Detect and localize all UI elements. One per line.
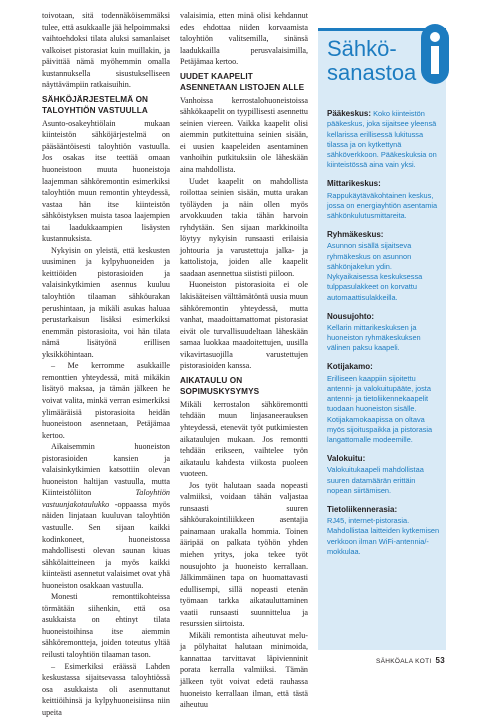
term-name: Valokuitu:: [327, 454, 366, 464]
section-heading: UUDET KAAPELIT ASENNETAAN LISTOJEN ALLE: [180, 71, 305, 93]
paragraph: [42, 441, 170, 591]
glossary-title-line-1: Sähkö-: [327, 36, 397, 61]
paragraph: Monesti remonttikohteissa törmätään siihenkin, että osa asukkaista on ehtinyt tilata huoneistoihinsa itse aiemmin sähköremontteja, joiden toteutus yltää reilusti taloyhtiön tilaaman tason.: [42, 592, 170, 659]
glossary-term: [327, 230, 440, 303]
glossary-term: [327, 454, 440, 496]
term-definition: Erilliseen kaappiin sijoitettu antenni- ja valokuitupääte, josta antenni- ja tietoliikennekaapelit tuodaan huoneiston sisälle. Kotijakamokaapissa on oltava myös sijoituspaikka ja pistorasia langattomalle modeemille.: [327, 373, 433, 445]
term-name: Pääkeskus:: [327, 109, 372, 118]
paragraph: valaisimia, etten minä olisi kehdannut edes ehdottaa niiden korvaamista taloyhtiön valitsemilla, sinänsä laadukkailla perusvalaisimilla, Petäjämaa kertoo.: [180, 11, 308, 67]
term-definition: Koko kiinteistön pääkeskus, joka sijaitsee yleensä kellarissa erillisessä lukitussa tilassa ja on kytkettynä sähköverkkoon. Pääkeskuksia on kiinteistössä aina vain yksi.: [327, 109, 437, 170]
magazine-name: SÄHKÖALA KOTI: [375, 658, 432, 665]
term-name: Mittarikeskus:: [327, 179, 381, 189]
term-definition: Rappukäytäväkohtainen keskus, jossa on energiayhtiön asentamia sähkönkulutusmittareita.: [327, 190, 438, 221]
term-name: Nousujohto:: [327, 311, 375, 321]
paragraph: Huoneiston pistorasioita ei ole lakisääteisen välttämätöntä uusia muun sähköremontin yhteydessä, mutta vanhat, maadoittamattomat pistorasiat eivät ole turvallisuudeltaan läheskään samaa luokkaa maadoitettujen, uusilla vikavirtasuojilla varustettujen pistorasioiden kanssa.: [180, 280, 308, 371]
glossary-term: [327, 362, 440, 445]
term-definition: Valokuitukaapeli mahdollistaa suuren datamäärän erittäin nopean siirtämisen.: [327, 465, 424, 495]
paragraph: Mikäli kerrostalon sähköremontti tehdään muun linjasaneerauksen yhteydessä, etenevät työt putkimiesten aikataulujen mukaan. Jos remontti tehdään erikseen, vaihtelee työn aikataulu kahdesta viikosta puoleen vuoteen.: [180, 399, 308, 479]
paragraph: Nykyisin on yleistä, että keskusten uusiminen ja kylpyhuoneiden ja keittiöiden pistorasioiden ja valaisinkytkimien asennus kuuluu taloyhtiön tilaaman sähköurakan perushintaan, ja mikäli asukas haluaa perustarkaisun lisäksi esimerkiksi enemmän pistorasioita, voi hän tilata nämä lisätyönä erillisen yksikköhintaan.: [42, 245, 170, 359]
paragraph: Jos työt halutaan saada nopeasti valmiiksi, voidaan tähän valjastaa runsaasti suuren sähköurakointiliikkeen asentajia painamaan urakalla hommia. Toinen ääripää on palkata työhön yhden miehen yritys, joka tekee työt nousujohto ja huoneisto kerrallaan. Jälkimmäinen tapa on huomattavasti edullisempi, sillä nopeasti etenän työmaan tarkka aikatauluttaminen vaatii runsaasti suunnittelua ja resurssien siirtoista.: [180, 480, 308, 629]
glossary-term: [327, 179, 440, 221]
term-name: Tietoliikennerasia:: [327, 504, 398, 514]
paragraph: Uudet kaapelit on mahdollista roilottaa seinien sisään, mutta urakan työläyden ja näin ollen myös arvokkuuden takia tähän harvoin ryhdytään. Sen sijaan markkinoilta löytyy nykyisin runsaasti erilaisia johtouria ja varustettuja jalka- ja kattolistoja, joiden alle kaapelit saadaan asennettua siististi piiloon.: [180, 176, 308, 278]
info-icon: [421, 24, 449, 84]
section-heading: SÄHKÖJÄRJESTELMÄ ON TALOYHTIÖN VASTUULLA: [42, 94, 149, 116]
paragraph: Asunto-osakeyhtiölain mukaan kiinteistön sähköjärjestelmä on pääsääntöisesti taloyhtiön vastuulla. Jos osakas itse teettää omaan huoneistoon muuta huoneistoja laajemman sähköremontin esimerkiksi taloyhtiön muun remontin yhteydessä, vastaa hän itse kiinteistön sähköistyksen muista tasoa laajempien tai laadukkaampien lisäysten kustannuksista.: [42, 118, 170, 244]
paragraph: toivotaan, sitä todennäköisemmäksi tulee, että asukkaalle jää helpoimmaksi vaihtoehdoksi tilata aluksi samanlaiset valkoiset pistorasiat kuin muillakin, ja päivittää nämä myöhemmin omalla kustannuksella sisustukselliseen näyttävämpiin ratkaisuihin.: [42, 11, 170, 90]
page-footer: [376, 656, 445, 665]
page-number: 53: [435, 656, 445, 665]
article-column-2: [180, 10, 308, 711]
glossary-sidebar: [318, 28, 446, 650]
paragraph: – Me kerromme asukkaille remonttien yhteydessä, mitä mikäkin lisätyö maksaa, ja tämän jälkeen he voivat valita, minkä verran esimerkiksi ylimääräisiä pistorasioita heidän huoneistoon asennetaan, Petäjämaa kertoo.: [42, 361, 170, 440]
guide-title: Taloyhtiön vastuunjakotaulukko: [42, 488, 170, 509]
article-column-1: [42, 10, 170, 718]
glossary-term: [327, 109, 440, 171]
glossary-term: [327, 505, 440, 557]
glossary-list: [327, 109, 440, 566]
term-definition: Kellarin mittarikeskuksen ja huoneiston ryhmäkeskuksen välinen paksu kaapeli.: [327, 322, 421, 353]
glossary-title: [327, 37, 416, 85]
term-definition: Asunnon sisällä sijaitseva ryhmäkeskus on asunnon sähkönjakelun ydin. Nykyaikaisessa keskuksessa tulppasulakkeet on korvattu automaattisulakkeilla.: [327, 241, 423, 302]
paragraph-text: Aikaisemmin huoneiston pistorasioiden kansien ja valaisinkytkimien katsottiin olevan huoneiston haltijan vastuulla, mutta Kiinteistöliiton: [42, 442, 170, 498]
term-name: Ryhmäkeskus:: [327, 229, 384, 239]
paragraph: – Esimerkiksi eräässä Lahden keskustassa sijaitsevassa taloyhtiössä osa asukkaista oli asennuttanut keittiöihinsä ja kylpyhuoneisiinsa niin upeita: [42, 661, 170, 717]
glossary-title-line-2: sanastoa: [327, 60, 417, 85]
paragraph: Vanhoissa kerrostalohuoneistoissa sähkökaapelit on tyypillisesti asennettu seinien viereen. Vaikka kaapelit olisi aiemmin putkitettuina seinien sisään, ei uusien kaapeleiden asentaminen vanhoihin putkituksiin ole läheskään aina mahdollista.: [180, 95, 308, 175]
paragraph-text: -oppaassa myös näiden linjataan kuuluvan taloyhtiön vastuulle. Sen sijaan kaikki kodinkoneet, huoneistossa mahdollisesti olevan saunan kiuas sähkölaitteineen ja myös kaikki kiinteästi asennetut valaisimet ovat yhä huoneiston osakkaan vastuulla.: [42, 499, 170, 590]
paragraph: Mikäli remontista aiheutuvat melu- ja pölyhaitat halutaan minimoida, kannattaa tarvittavat läpivienninit porata kerralla valmiiksi. Tämän jälkeen työt voivat edetä rauhassa huoneisto kerrallaan ilman, että tästä aiheutuu: [180, 630, 308, 710]
term-definition: RJ45, internet-pistorasia. Mahdollistaa laitteiden kytkemisen verkkoon ilman WiFi-antenniа/-mokkulaa.: [327, 516, 440, 556]
glossary-term: [327, 312, 440, 354]
section-heading: AIKATAULU ON SOPIMUSKYSYMYS: [180, 375, 260, 397]
term-name: Kotijakamo:: [327, 362, 373, 372]
